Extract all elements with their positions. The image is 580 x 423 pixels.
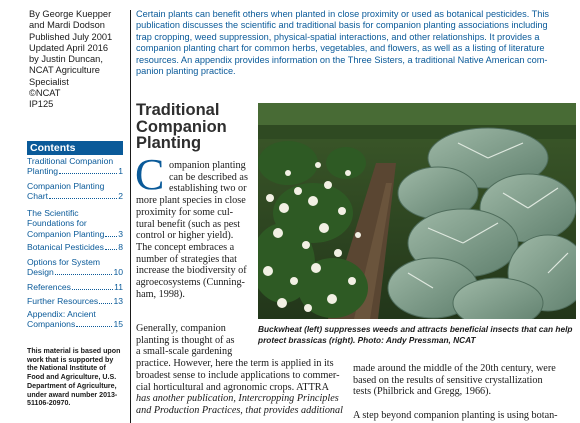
section-heading-line: Traditional [136, 101, 220, 119]
toc-page-number: 15 [113, 319, 123, 330]
toc-dot-leader [76, 326, 112, 327]
body-line: increase the biodiversity of [136, 265, 247, 277]
buckwheat-brassica-illustration [258, 103, 576, 319]
toc-entry-label: Companion Planting [27, 228, 105, 239]
body-line: cial horticultural and agronomic crops. ATTRA [136, 381, 329, 393]
toc-page-number: 1 [118, 166, 123, 177]
intro-line: publication discusses the scientific and traditional basis for companion planting associations including [136, 20, 548, 31]
toc-dot-leader [105, 236, 117, 237]
toc-entry-line [27, 242, 123, 252]
intro-line: panion planting practice. [136, 66, 236, 77]
toc-entry-label: Appendix: Ancient [27, 309, 96, 319]
toc-entry-label: Planting [27, 166, 59, 177]
body-line: Generally, companion [136, 323, 226, 334]
caption-line: protect brassicas (right). Photo: Andy Pressman, NCAT [258, 334, 476, 345]
toc-entry-label: Botanical Pesticides [27, 242, 104, 252]
intro-line: trap cropping, weed suppression, physical-spatial interactions, and other relationships. It provides a [136, 31, 540, 42]
toc-dot-leader [55, 274, 113, 275]
toc-entry-label: Traditional Companion [27, 156, 114, 166]
funding-line: Food and Agriculture, U.S. [27, 373, 117, 382]
intro-abstract [136, 9, 576, 77]
toc-item[interactable] [27, 296, 123, 306]
toc-entry-line [27, 267, 123, 277]
toc-entry-line [27, 319, 123, 329]
body-line: ham, 1998). [136, 288, 185, 300]
body-line: has another publication, Intercropping Principles [136, 393, 339, 405]
toc-entry-label: Foundations for [27, 218, 87, 229]
body-line: planting is thought of as [136, 334, 235, 346]
byline-line: IP125 [29, 99, 54, 110]
byline-line: NCAT Agriculture [29, 65, 100, 76]
body-line: made around the middle of the 20th century, were [353, 363, 556, 374]
toc-entry-line [27, 282, 123, 292]
drop-cap: C [135, 150, 165, 199]
byline-line: Specialist [29, 76, 69, 87]
toc-item[interactable] [27, 208, 123, 239]
funding-line: under award number 2013- [27, 390, 118, 399]
toc-entry-label: Companion Planting [27, 181, 105, 191]
toc-dot-leader [105, 249, 117, 250]
toc-dot-leader [49, 198, 117, 199]
toc-item[interactable] [27, 181, 123, 202]
section-heading-line: Planting [136, 134, 202, 152]
body-line [353, 398, 577, 410]
body-line: a small-scale gardening [136, 346, 233, 358]
toc-entry-label: Companions [27, 319, 76, 330]
toc-dot-leader [59, 173, 117, 174]
toc-item[interactable] [27, 257, 123, 278]
byline-line: Updated April 2016 [29, 42, 109, 53]
body-line: The concept embraces a [136, 241, 235, 253]
funding-line: 51106-20970. [27, 399, 71, 408]
toc-entry-label: Options for System [27, 257, 101, 267]
section-heading-line: Companion [136, 117, 227, 136]
byline-line: by Justin Duncan, [29, 54, 103, 65]
toc-entry-line [27, 296, 123, 306]
toc-entry-label: References [27, 282, 71, 292]
byline-line: Published July 2001 [29, 31, 113, 42]
body-line: number of strategies that [136, 253, 237, 265]
body-line: proximity for some cul- [136, 206, 234, 218]
funding-line: Department of Agriculture, [27, 381, 117, 390]
intro-line: resources. An appendix provides information on the Three Sisters, a traditional Native American com- [136, 54, 548, 65]
intro-line: companion planting chart for common herbs, vegetables, and flowers, as well as a listing of literature [136, 43, 545, 54]
body-line: broadest sense to include applications to commer- [136, 369, 340, 381]
body-line: tests (Philbrick and Gregg, 1966). [353, 386, 492, 398]
toc-entry-line [27, 229, 123, 239]
toc-page-number: 8 [118, 242, 123, 252]
body-line: based on the results of sensitive crystallization [353, 374, 543, 386]
byline-line: By George Kuepper [29, 9, 112, 19]
toc-page-number: 10 [113, 267, 123, 278]
funding-note [27, 347, 127, 408]
toc-item[interactable] [27, 282, 123, 292]
sidebar-divider [130, 10, 131, 423]
paragraph-definition [136, 160, 249, 300]
toc-entry-label: Design [27, 267, 54, 278]
body-line: ompanion planting [169, 160, 246, 171]
body-line: A step beyond companion planting is using botan- [353, 409, 558, 421]
toc-item[interactable] [27, 309, 123, 330]
right-column-text [353, 363, 577, 422]
author-byline [29, 9, 135, 111]
body-line: establishing two or [169, 183, 247, 195]
intro-line: Certain plants can benefit others when planted in close proximity or used as botanical pesticides. This [136, 9, 549, 19]
body-line: more plant species in close [136, 195, 246, 207]
funding-line: the National Institute of [27, 364, 106, 373]
body-line: can be described as [169, 171, 248, 183]
body-line: agroecosystems (Cunning- [136, 277, 245, 289]
body-line: and Production Practices, that provides additional [136, 404, 343, 416]
funding-line: This material is based upon [27, 347, 121, 355]
section-heading [136, 102, 251, 152]
toc-page-number: 13 [113, 296, 123, 306]
toc-entry-line [27, 166, 123, 176]
contents-heading: Contents [27, 141, 123, 155]
toc-page-number: 11 [114, 282, 123, 292]
toc-entry-label: The Scientific [27, 208, 79, 218]
body-line: tural benefit (such as pest [136, 218, 241, 230]
toc-dot-leader [72, 289, 113, 290]
toc-item[interactable] [27, 156, 123, 177]
toc-entry-label: Chart [27, 191, 49, 202]
paragraph-general [136, 323, 343, 417]
byline-line: and Mardi Dodson [29, 20, 105, 31]
toc-page-number: 3 [118, 228, 123, 239]
toc-entry-line [27, 191, 123, 201]
toc-page-number: 2 [118, 191, 123, 202]
body-line: control or higher yield). [136, 230, 234, 242]
caption-line: Buckwheat (left) suppresses weeds and attracts beneficial insects that can help [258, 324, 573, 334]
funding-line: work that is supported by [27, 355, 114, 364]
byline-line: ©NCAT [29, 88, 61, 99]
photo-caption [258, 324, 578, 345]
toc-dot-leader [99, 303, 112, 304]
toc-item[interactable] [27, 242, 123, 252]
garden-photo [258, 103, 576, 319]
toc-entry-label: Further Resources [27, 296, 99, 306]
body-line: practice. However, here the term is applied in its [136, 358, 334, 370]
